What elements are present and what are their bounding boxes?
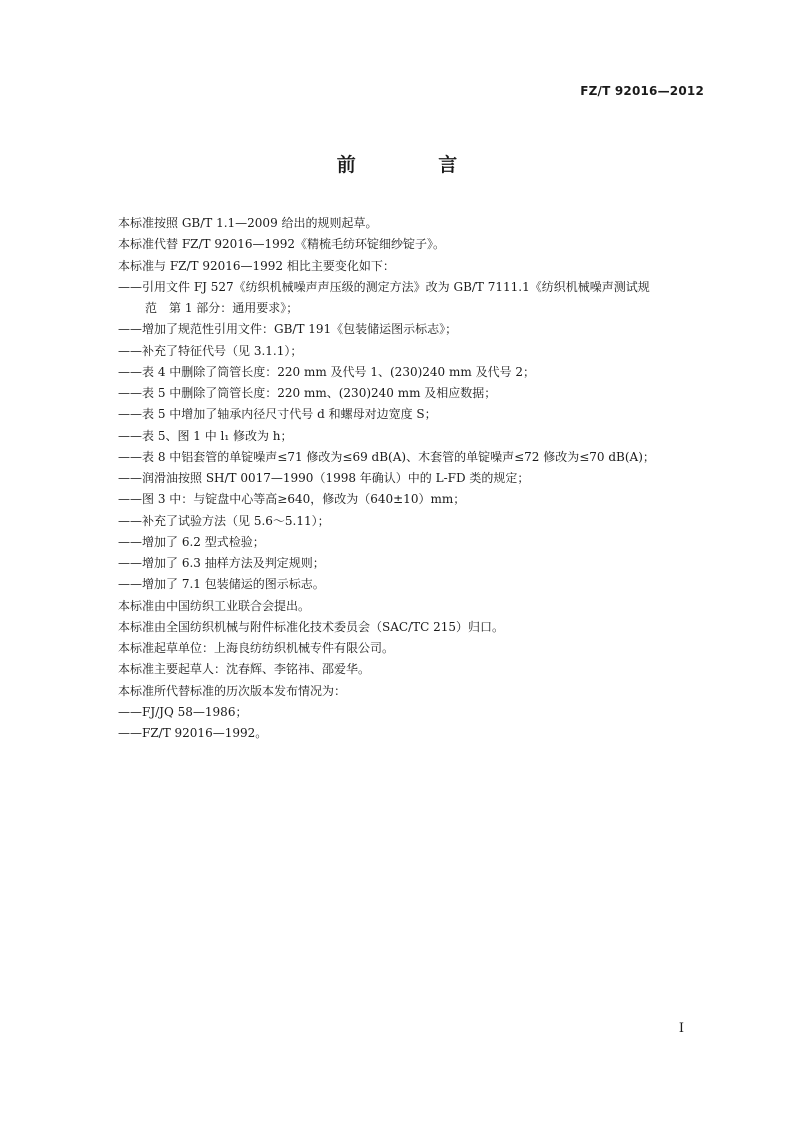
change-item: ——增加了 6.2 型式检验； <box>118 534 265 549</box>
paragraph-proposed-by: 本标准由中国纺织工业联合会提出。 <box>118 598 311 613</box>
change-item: ——增加了规范性引用文件：GB/T 191《包装储运图示标志》； <box>118 322 458 337</box>
page-title: 前 言 <box>336 154 496 176</box>
paragraph-drafting-unit: 本标准起草单位：上海良纺纺织机械专件有限公司。 <box>118 641 395 655</box>
change-item: ——表 5 中增加了轴承内径尺寸代号 d 和螺母对边宽度 S； <box>118 407 437 422</box>
page-number: I <box>678 1021 684 1036</box>
change-item-continuation: 范 第 1 部分：通用要求》； <box>145 301 299 315</box>
change-item: ——润滑油按照 SH/T 0017—1990（1998 年确认）中的 L-FD 类的规定； <box>118 471 530 485</box>
history-item: ——FJ/JQ 58—1986； <box>118 704 248 719</box>
change-item: ——补充了特征代号（见 3.1.1）； <box>118 343 303 358</box>
document-body <box>118 213 718 744</box>
paragraph-changes-intro: 本标准与 FZ/T 92016—1992 相比主要变化如下： <box>118 258 395 273</box>
change-item: ——表 5、图 1 中 l₁ 修改为 h； <box>118 428 293 443</box>
change-item: ——表 8 中铝套管的单锭噪声≤71 修改为≤69 dB(A)、木套管的单锭噪声≤72 修改为≤70 dB(A)； <box>118 449 655 464</box>
history-item: ——FZ/T 92016—1992。 <box>118 726 268 740</box>
change-item: ——图 3 中：与锭盘中心等高≥640，修改为（640±10）mm； <box>118 492 466 507</box>
change-item: ——补充了试验方法（见 5.6～5.11）； <box>118 513 330 528</box>
change-item: ——增加了 6.3 抽样方法及判定规则； <box>118 556 325 570</box>
change-item: ——引用文件 FJ 527《纺织机械噪声声压级的测定方法》改为 GB/T 7111.1《纺织机械噪声测试规 <box>118 279 650 294</box>
paragraph-drafting-rules: 本标准按照 GB/T 1.1—2009 给出的规则起草。 <box>118 216 378 230</box>
paragraph-history-intro: 本标准所代替标准的历次版本发布情况为： <box>118 683 347 698</box>
change-item: ——表 5 中删除了筒管长度：220 mm、(230)240 mm 及相应数据； <box>118 386 497 400</box>
change-item: ——表 4 中删除了筒管长度：220 mm 及代号 1、(230)240 mm 及代号 2； <box>118 364 536 379</box>
standard-number: FZ/T 92016—2012 <box>580 84 704 98</box>
paragraph-drafters: 本标准主要起草人：沈春辉、李铭祎、邵爱华。 <box>118 662 371 677</box>
paragraph-replaces: 本标准代替 FZ/T 92016—1992《精梳毛纺环锭细纱锭子》。 <box>118 237 446 252</box>
paragraph-under-jurisdiction: 本标准由全国纺织机械与附件标准化技术委员会（SAC/TC 215）归口。 <box>118 619 505 634</box>
change-item: ——增加了 7.1 包装储运的图示标志。 <box>118 577 325 592</box>
